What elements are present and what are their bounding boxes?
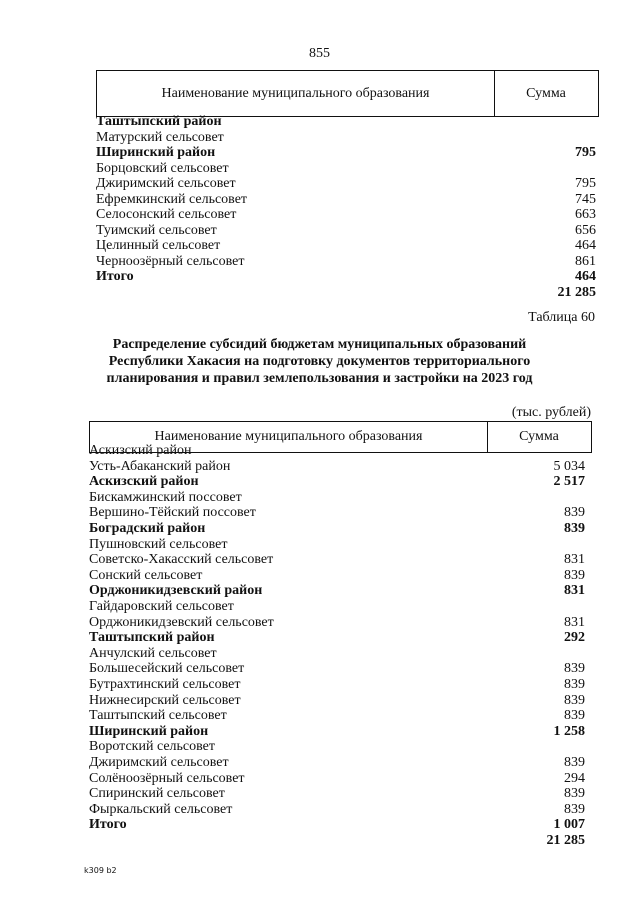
row-value: 464 — [575, 238, 596, 253]
row-value: 656 — [575, 222, 596, 238]
table-row — [96, 285, 596, 301]
table-row — [96, 161, 596, 177]
row-name: Матурский сельсовет — [96, 129, 224, 145]
row-name: Бискамжинский поссовет — [89, 489, 242, 505]
table-row — [89, 474, 585, 490]
row-name: Сонский сельсовет — [89, 567, 203, 583]
row-value: 663 — [575, 207, 596, 222]
row-value: 839 — [564, 755, 585, 770]
table-row — [89, 568, 585, 584]
row-name: Ефремкинский сельсовет — [96, 191, 248, 207]
row-value: 464 — [575, 269, 596, 284]
table-row — [89, 537, 585, 553]
table-row — [89, 552, 585, 568]
row-name: Итого — [96, 269, 134, 284]
top-col-sum-header: Сумма — [526, 85, 566, 101]
row-name: Боградский район — [89, 521, 206, 536]
row-value: 839 — [564, 677, 585, 692]
row-name: Аскизский район — [89, 474, 199, 490]
table-title-line-2: Республики Хакасия на подготовку документов территориального — [108, 354, 531, 369]
table-row — [96, 114, 596, 130]
row-value: 839 — [564, 801, 585, 817]
row-value: 795 — [575, 145, 596, 160]
row-name: Борцовский сельсовет — [96, 160, 229, 176]
table-row — [89, 786, 585, 802]
row-name: Советско-Хакасский сельсовет — [89, 552, 274, 568]
table-row — [89, 708, 585, 724]
row-name: Туимский сельсовет — [96, 222, 217, 238]
table-row — [96, 130, 596, 146]
table-row — [89, 459, 585, 475]
table-row — [96, 176, 596, 192]
row-value: 861 — [575, 253, 596, 269]
table-row — [96, 238, 596, 254]
row-value: 839 — [564, 786, 585, 802]
row-value: 839 — [564, 692, 585, 708]
table-row — [96, 254, 596, 270]
row-name: Солёноозёрный сельсовет — [89, 770, 245, 786]
table-row — [96, 207, 596, 223]
row-value: 831 — [564, 583, 585, 599]
table-row — [89, 599, 585, 615]
row-name: Гайдаровский сельсовет — [89, 599, 234, 614]
units-label: (тыс. рублей) — [511, 405, 591, 420]
row-value: 795 — [575, 176, 596, 191]
table-title-line-1: Распределение субсидий бюджетам муниципальных образований — [112, 337, 527, 352]
row-value: 745 — [575, 191, 596, 207]
table-title-line-3: планирования и правил землепользования и застройки на 2023 год — [106, 371, 533, 386]
row-name: Целинный сельсовет — [96, 238, 221, 253]
row-name: Нижнесирский сельсовет — [89, 692, 241, 708]
table-row — [96, 269, 596, 285]
row-value: 839 — [564, 661, 585, 677]
table-row — [89, 661, 585, 677]
table-row — [89, 521, 585, 537]
row-name: Пушновский сельсовет — [89, 536, 228, 552]
table-row — [89, 583, 585, 599]
row-value: 831 — [564, 552, 585, 568]
row-value: 2 517 — [553, 474, 585, 490]
table-row — [89, 693, 585, 709]
row-name: Ширинский район — [96, 145, 216, 160]
table-row — [89, 615, 585, 631]
row-name: Анчулский сельсовет — [89, 645, 217, 661]
row-name: Таштыпский сельсовет — [89, 708, 227, 724]
table-row — [89, 755, 585, 771]
table-row — [89, 630, 585, 646]
table-label: Таблица 60 — [528, 310, 595, 325]
table-row — [89, 505, 585, 521]
row-value: 839 — [564, 708, 585, 724]
bottom-col-sum-header: Сумма — [519, 429, 559, 444]
page-number: 855 — [309, 46, 330, 61]
row-name: Джиримский сельсовет — [96, 176, 236, 191]
row-name: Итого — [89, 817, 127, 833]
table-row — [96, 145, 596, 161]
row-name: Бутрахтинский сельсовет — [89, 677, 241, 692]
row-name: Селосонский сельсовет — [96, 207, 237, 222]
table-row — [89, 443, 585, 459]
row-name: Черноозёрный сельсовет — [96, 253, 245, 269]
row-name: Аскизский район — [89, 443, 192, 458]
row-name: Таштыпский район — [89, 630, 215, 646]
table-row — [89, 833, 585, 849]
table-row — [89, 802, 585, 818]
row-value: 21 285 — [546, 833, 585, 848]
top-col-name-header: Наименование муниципального образования — [97, 71, 495, 116]
row-name: Орджоникидзевский район — [89, 583, 263, 599]
row-value: 5 034 — [553, 458, 585, 474]
row-value: 294 — [564, 770, 585, 786]
top-table-header — [96, 70, 599, 117]
row-name: Спиринский сельсовет — [89, 786, 225, 802]
row-value: 1 258 — [553, 723, 585, 739]
footer-code: k309 b2 — [84, 866, 117, 875]
table-row — [96, 192, 596, 208]
table-row — [89, 739, 585, 755]
row-value: 21 285 — [557, 284, 596, 300]
row-value: 839 — [564, 521, 585, 536]
row-name: Большесейский сельсовет — [89, 661, 245, 677]
row-name: Вершино-Тёйский поссовет — [89, 505, 256, 521]
row-name: Фыркальский сельсовет — [89, 801, 233, 817]
bottom-col-name-header: Наименование муниципального образования — [90, 422, 488, 452]
row-value: 831 — [564, 614, 585, 630]
table-row — [89, 490, 585, 506]
row-name: Усть-Абаканский район — [89, 458, 231, 474]
table-row — [89, 646, 585, 662]
row-name: Таштыпский район — [96, 114, 222, 129]
row-value: 1 007 — [553, 817, 585, 833]
table-row — [89, 677, 585, 693]
table-row — [89, 771, 585, 787]
table-row — [96, 223, 596, 239]
table-row — [89, 817, 585, 833]
table-row — [89, 724, 585, 740]
row-value: 839 — [564, 505, 585, 521]
row-name: Ширинский район — [89, 723, 209, 739]
row-name: Воротский сельсовет — [89, 739, 215, 755]
row-value: 839 — [564, 567, 585, 583]
row-name: Джиримский сельсовет — [89, 755, 229, 770]
row-name: Орджоникидзевский сельсовет — [89, 614, 274, 630]
row-value: 292 — [564, 630, 585, 646]
